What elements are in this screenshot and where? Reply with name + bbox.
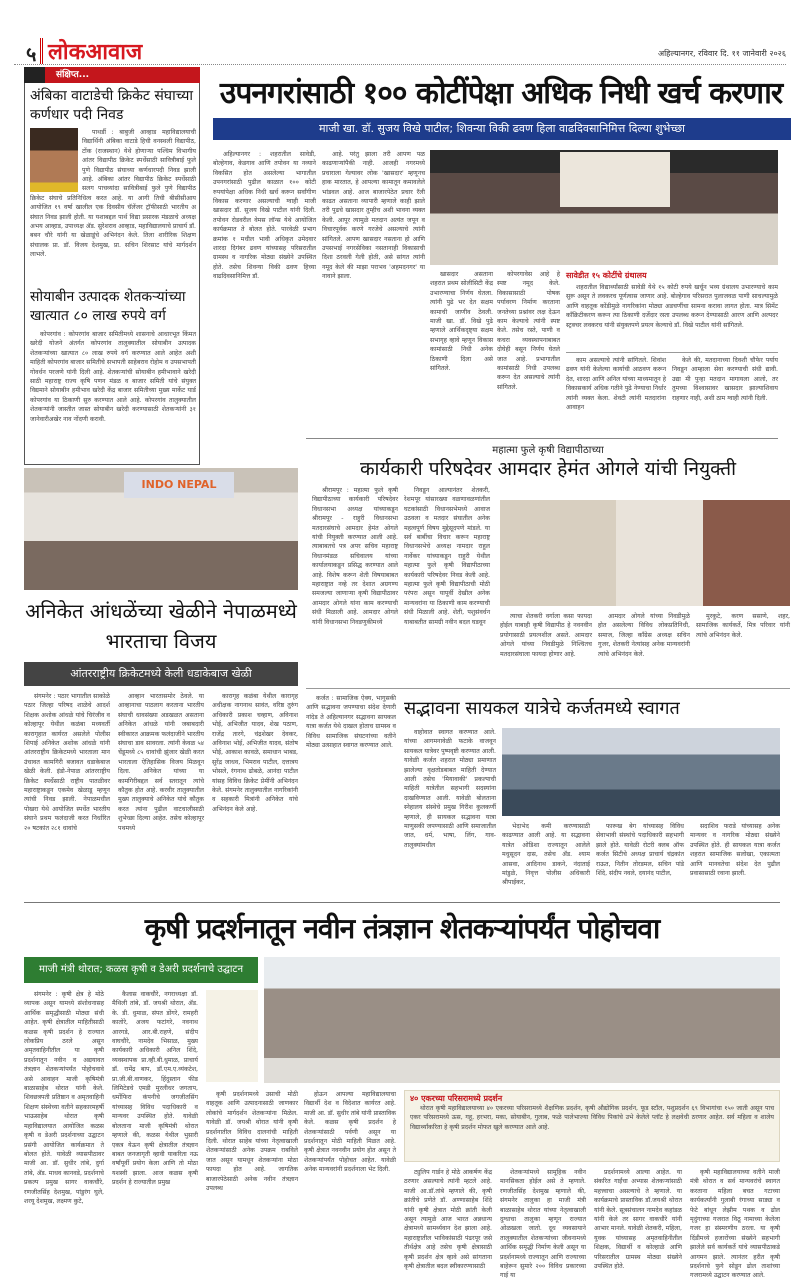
indo-nepal-banner: INDO NEPAL: [124, 472, 234, 498]
lead-sidebar: [566, 283, 778, 349]
nepal-col-2: [118, 692, 204, 897]
nepal-col-1: [24, 692, 110, 897]
event-banner: [560, 152, 670, 207]
krushi-headline: कृषी प्रदर्शनातून नवीन तंत्रज्ञान शेतकऱ्यांपर्यंत पोहोचवा: [144, 912, 660, 945]
briefs-tag: संक्षिप्त...: [24, 67, 200, 83]
nepal-col-3: [212, 692, 298, 897]
brief1-headline: अंबिका वाटाडेची क्रिकेट संघाच्या कर्णधार पदी निवड: [30, 88, 193, 123]
lead-col-1: [213, 150, 316, 435]
cycle-col-2: [502, 822, 590, 896]
lead-headline: उपनगरांसाठी १०० कोटींपेक्षा अधिक निधी खर्च करणार: [219, 76, 783, 111]
lead-col-4: [497, 270, 560, 435]
krushi-col-5-text: ट्युलिप गार्डन हे मोठे आकर्षण केंद्र ठरणार असल्याचे त्यांनी म्हटले आहे. माजी आ.डॉ.तांबे म्हणाले की, कृषी क्रांतीचे प्रणेते डॉ. अण्णासाहेब शिंदे यांनी कृषी क्षेत्रात मोठी क्रांती केली असून त्यामुळे आज भारत अन्नधान्य क्षेत्रामध्ये सामर्थ्यवान देश झाला आहे. महाराष्ट्रातील भाविकांसाठी पंढरपूर जसे तीर्थक्षेत्र आहे तसेच कृषी क्षेत्रासाठी कृषी प्रदर्शन क्षेत्र व्हावे असे सांगताना कृषी क्षेत्रातील बदल स्वीकारण्यासाठी: [404, 1169, 492, 1271]
krushi-col-7-text: प्रदर्शनामध्ये आल्या आहेत. या संकरित गाईंचा अभ्यास शेतकऱ्यांसाठी महत्त्वाचा असल्याचे ते म्हणाले. या कार्यक्रमाचे प्रास्ताविक डॉ.जयश्री थोरात यांनी केले. सूत्रसंचालन नामदेव कहांडळ यांनी केले तर सागर वाकचौरे यांनी आभार मानले. यावेळी शेतकरी, महिला, युवक यांच्यासह अमृतवाहिनीतील शिक्षक, विद्यार्थी व कोल्हाळे आणि परिसरातील ग्रामस्थ मोठ्या संख्येने उपस्थित होते.: [594, 1169, 682, 1271]
lead-sidebar-text: शहरातील विद्यार्थ्यांसाठी सावेडी येथे १५ कोटी रुपये खर्चून भव्य ग्रंथालय उभारण्याचे काम सुरू असून ते लवकरच पूर्णत्वास जाणार आहे. बोल्हेगाव परिसरात पुलाजवळ पाणी साचल्यामुळे आणि वाहतूक कोंडीमुळे नागरिकांना मोठ्या अडचणींचा सामना करावा लागत होता. मात्र सिमेंट कॉंक्रिटीकरण करून त्या ठिकाणी दर्जेदार रस्ता उपलब्ध करून देण्यासाठी आरण आणि अल्पदर स्ट्रक्चर लवकरच यांनी संयुक्तपणे प्रयत्न केल्याचे डॉ. विखे पाटील यांनी सांगितले.: [566, 284, 778, 329]
lead-col-3-text: खासदार असताना शहरात प्रथम सोलीसिटी केंद्र उभारण्याचा निर्णय घेतला. त्यांनी पुढे भर देत सक्षम कामाची जाणीव ठेवली. माजी खा. डॉ. विखे पुढे म्हणाले आर्थिकदृष्ट्या सक्षम सभागृह व्हावे म्हणून विकास कामांसाठी निधी अनेक ठिकाणी दिला असे सांगितले.: [430, 271, 493, 373]
brief2-headline: सोयाबीन उत्पादक शेतकऱ्यांच्या खात्यात ८० लाख रुपये वर्ग: [30, 289, 186, 324]
lead-col-4-text: कोपरगावेस आहे हे स्पष्ट नमूद केले. विकासासाठी पोषक पर्यावरण निर्माण करताना जनतेच्या प्रश्नांवर लक्ष देऊन काम केल्याचे त्यांनी स्पष्ट केले. तसेच रस्ते, पाणी व कचरा व्यवस्थापनाबाबत दोघेही बसून निर्णय घेतले जात आहे. प्रभागातील कामांसाठी निधी उपलब्ध करून देत असल्याचे त्यांनी सांगितले.: [497, 271, 560, 391]
nepal-col-1-text: संगमनेर : पठार भागातील साकोळे पठार जिल्हा परिषद शाळेचे आदर्श शिक्षक अशोक आंधळे यांचे चिरंजीव व कोल्हापूर येथील कळंबा मध्यवर्ती कारागृहात कार्यरत असलेले पोलीस शिपाई अनिकेत अशोक आंधळे यांनी आंतरराष्ट्रीय क्रिकेटमध्ये भारताला मान उंचावत कामगिरी बजावत धडाकेबाज खेळी केली. इंडो-नेपाळ आंतरराष्ट्रीय क्रिकेट स्पर्धेसाठी राष्ट्रीय पातळीवर महाराष्ट्राकडून एकमेव खेळाडू म्हणून त्यांची निवड झाली. नेपाळमधील पोखरा येथे आयोजित स्पर्धेत भारतीय संघाने प्रथम फलंदाजी करत निर्धारित २० षटकांत २८१ धावांचे: [24, 693, 110, 832]
mpkv-col-5: [696, 612, 790, 680]
lead-col-6-text: केले की, मतदानाच्या दिवशी चौफेर पर्याय निवडून आम्हाला सेवा करण्याची संधी द्यावी. उद्या मी पुन्हा मतदान मागायला आलो, तर तुमच्या विश्वासावर खासदार झाल्याशिवाय राहणार नाही, अशी ठाम ग्वाही त्यांनी दिली.: [672, 357, 778, 402]
page-number: ५: [26, 42, 37, 66]
brief1-paragraph: पाथर्डी : बाबुजी आव्हाड महाविद्यालयाची विद्यार्थिनी अंबिका वाटाडे हिची वनस्थली विद्यापीठ, टोंक (राजस्थान) येथे होणाऱ्या पश्चिम विभागीय आंतर विद्यापीठ क्रिकेट स्पर्धेसाठी सावित्रीबाई फुले पुणे विद्यापीठ संघाच्या कर्णधारपदी निवड झाली आहे. अंबिका आंतर विद्यापीठ क्रिकेट स्पर्धेसाठी सलग पाचव्यांदा सावित्रीबाई फुले पुणे विद्यापीठ क्रिकेट संघाचे प्रतिनिधित्व करत आहे. या आगी तिची बीसीसीआय आयोजित १९ वर्षा खालील एक दिवसीय चॅलेंजर ट्रॉफीसाठी भारतीय अ संघात निवड झाली होती. या यशाबद्दल पार्थ विद्या प्रसारक मंडळाचे अध्यक्ष अभय आव्हाड, उपाध्यक्ष ॲड. सुरेशराव आव्हाड, महाविद्यालयाचे प्राचार्य डॉ. बबन चौरे यांनी या खेळाडूंचे अभिनंदन केले. तिला शारीरिक शिक्षण संचालक प्रा. डॉ. विजय देशमुख, प्रा. सचिन शिरसाट यांचे मार्गदर्शन लाभले.: [30, 129, 196, 259]
lead-col-3: [430, 270, 493, 435]
lead-col-5: [566, 356, 666, 435]
mpkv-col-5-text: मुरकुटे, करण ससाणे, शहर, सामाजिक कार्यकर्ते, मित्र परिवार यांनी त्यांचे अभिनंदन केले.: [696, 613, 790, 639]
mpkv-col-2-text: निवडून आल्यानंतर शेतकरी, रेशमपूर यांसारख्या वळणावळणांतील घटकांसाठी विधानसभेमध्ये आवाज उठवला व मतदार संघातील अनेक महत्वपूर्ण विषय मुद्देसूदपणे मांडले. या सर्व बाबींचा विचार करून महाराष्ट्र विधानसभेचे अध्यक्ष नामदार राहुल नार्वेकर यांच्याकडून राहुरी येथील महात्मा फुले कृषी विद्यापीठाच्या कार्यकारी परिषदेवर निवड केली आहे. महात्मा फुले कृषी विद्यापीठाची मोठी परंपरा असून यापूर्वी देखील अनेक मान्यवरांना या ठिकाणी काम करण्याची संधी मिळाली आहे. शेती, पशुसंवर्धन याबाबतीत सामग्री नवीन बदल घडवून: [404, 487, 490, 626]
mpkv-photo: [500, 500, 790, 606]
lead-col-1-text: अहिल्यानगर : शहरातील सावेडी, बोल्हेगाव, केडगाव आणि तपोवन या नव्याने विकसित होत असलेल्या भागातील उपनगरांसाठी पुढील काळात १०० कोटी रुपयांपेक्षा अधिक निधी खर्च करून सर्वांगीण विकास करणार असल्याची ग्वाही माजी खासदार डॉ. सुजय विखे पाटील यांनी दिली. तपोवन रोडवरील वेमस लॉन्स येथे आयोजित कार्यक्रमात ते बोलत होते. पारवेळी प्रभाग क्रमांक १ मधील भावी अधिकृत उमेदवार शारदा दिगंबर ढवण यांच्यासह परिसरातील ग्रामस्थ व नागरिक मोठ्या संख्येने उपस्थित होते. तसेच शिवन्या विकी ढवण हिच्या वाढदिवसानिमित्त डॉ.: [213, 151, 316, 281]
sidebar-rule: [566, 352, 778, 353]
mpkv-col-1: [312, 486, 398, 680]
krushi-col-6-text: शेतकऱ्यांमध्ये सामूहिक नवीन मानसिकता होईल असे ते म्हणाले. रणजीतसिंह देशमुख म्हणाले की, संगमनेर तालुका हा माजी मंत्री बाळासाहेब थोरात यांच्या नेतृत्वाखाली दुग्धाचा तालुका म्हणून राज्यात ओळखला जातो. दूध व्यवसायाने तालुक्यातील शेतकऱ्यांच्या जीवनामध्ये आर्थिक समृद्धी निर्माण केली असून या प्रदर्शनामध्ये राज्यातून आणि राज्याच्या बाहेरून सुमारे २०० विविध प्रकारच्या गाई या: [500, 1169, 586, 1280]
krushi-col-4: [304, 1090, 396, 1266]
krushi-top-rule: [24, 902, 780, 903]
krushi-crowd-photo: [264, 957, 780, 1083]
cycle-col-0: [306, 694, 396, 896]
mpkv-col-4: [598, 612, 690, 680]
krushi-col-7: [594, 1168, 682, 1271]
krushi-col-3-text: कृषी प्रदर्शनामध्ये उसाची मोठी वाहतूक आणि उत्पादनासाठी जाणकार लोकांचे मार्गदर्शन शेतकऱ्यांना मिळेल. यावेळी डॉ. जयश्री थोरात यांनी कृषी प्रदर्शनातील विविध दालनांची माहिती दिली. थोरात साहेब यांच्या नेतृत्वाखाली शेतकऱ्यांसाठी अनेक उपक्रम राबविले जात असून यामधून शेतकऱ्यांना मोठा फायदा होत आहे. जागतिक बाजारपेठेसाठी अनेक नवीन तंत्रज्ञान उपलब्ध: [206, 1091, 298, 1193]
mpkv-col-3-text: त्याचा शेतकरी वर्गाला कसा फायदा होईल याबाही कृषी विद्यापीठ हे नवनवीन प्रयोगासाठी प्रयत्नशील असते. आमदार ओगले यांच्या निवडीमुळे निश्चितच मतदारसंघाला फायदा होणार आहे.: [500, 613, 592, 658]
cycle-col-3: [596, 822, 684, 896]
krushi-deck: माजी मंत्री थोरात; कळस कृषी व डेअरी प्रदर्शनाचे उद्घाटन: [24, 957, 258, 983]
lead-deck: माजी खा. डॉ. सुजय विखे पाटील; शिवन्या विकी ढवण हिला वाढदिवसानिमित्त दिल्या शुभेच्छा: [213, 118, 791, 140]
krushi-col-1-text: संगमनेर : कृषी क्षेत्र हे मोठे व्यापक असून यामध्ये संशोधनासह आर्थिक समृद्धीसाठी मोठ्या संधी आहेत. कृषी क्षेत्रातील माहितीसाठी कळस कृषी प्रदर्शन हे राज्यात लोकप्रिय ठरले असून अमृतवाहिनीतील या कृषी प्रदर्शनातून नवीन व अद्ययावत तंत्रज्ञान शेतकऱ्यांपर्यंत पोहोचवावे असे आवाहन माजी कृषिमंत्री बाळासाहेब थोरात यांनी केले. शिवछत्रपती प्रतिष्ठान व अमृतवाहिनी शिक्षण संस्थेच्या वतीने सहकारमहर्षी भाऊसाहेब थोरात कृषी महाविद्यालयात आयोजित कळस कृषी व डेअरी प्रदर्शनाच्या उद्घाटन प्रसंगी आयोजित कार्यक्रमात ते बोलत होते. यावेळी व्यासपीठावर माजी आ. डॉ. सुधीर तांबे, दुर्गा तांबे, ॲड. माधव कानवडे, प्रदर्शनाचे प्रकल्प प्रमुख सागर वाकचौरे, रणजीतसिंह देशमुख, पांडुरंग घुले, शरयू देशमुख, लक्ष्मण कुटे,: [24, 991, 104, 1205]
nepal-team-photo: [24, 468, 298, 590]
krushi-box-bg-left: [206, 990, 258, 1082]
krushi-col-2: [112, 990, 198, 1265]
nepal-col-2-text: आव्हान भारतासमोर ठेवले. या आव्हानाचा पाठलाग करताना भारतीय संघाची धावसंख्या अडखळत असताना अनिकेत आंधळे यांनी जबाबदारी स्वीकारत आक्रमक फलंदाजीने भारतीय संघाचा डाव सावरला. त्यांनी केवळ ५४ चेंडूमध्ये ८५ धावांची झुंजार खेळी करत भारताला ऐतिहासिक विजय मिळवून दिला. अनिकेत यांच्या या कामगिरीबद्दल सर्व स्तरातून त्यांचे कौतुक होत आहे. करवीर तालुक्यातील मुख्य तालुक्याचे अनिकेत यांचे कौतुक करत त्यांना पुढील वाटचालीसाठी शुभेच्छा दिल्या आहेत. तसेच कोल्हापूर पथमध्ये: [118, 693, 204, 832]
brief2-body: [30, 330, 196, 460]
krushi-box-text: थोरात कृषी महाविद्यालयाच्या ४० एकरच्या परिसरामध्ये शैक्षणिक प्रदर्शन, कृषी औद्योगिक प्रदर्शन, फूड स्टॉल, पशुप्रदर्शन ६९ विभागांचा १५० जाती असून पाच एकर परिसरामध्ये ऊस, गहू, हरभरा, मका, सोयाबीन, गुलाब, फळे पालेभाज्या विविध पिकांचे उभे केलेले प्लॉट हे लक्षवेधी ठरणार आहेत. सर्व महिला व शालेय विद्यार्थ्यांकरिता हे कृषी प्रदर्शन मोफत खुले करण्यात आले आहे.: [410, 1105, 774, 1131]
lead-col-2: [322, 150, 425, 435]
krushi-col-6: [500, 1168, 586, 1280]
lead-photo: [430, 150, 778, 265]
mpkv-kicker: महात्मा फुले कृषी विद्यापीठाच्या: [492, 445, 604, 456]
mpkv-col-3: [500, 612, 592, 680]
header-rule: [14, 64, 786, 65]
nepal-col-3-text: कारागृह कळंबा येथील कारागृह अधीक्षक नागनाथ सावंत, वरिष्ठ तुरुंग अधिकारी प्रकाश चव्हाण, अविनाश भोई, अभिजीत यादव, शेख पठाण, राजेंद्र तारगे, चंद्रशेखर देवकर, अविनाश भोई, अभिजीत यादव, संतोष भोई, आकाश कावळे, समाधान भाबड, सुरेंद्र जाधव, भिमराव पाटील, दत्तात्रय भोसले, रंगनाथ ढोबळे, आनंदा पाटील यांसह विविध क्रिकेट प्रेमींनी अभिनंदन केले. संगमनेर तालुक्यातील नागरिकांनी व सहकारी मित्रांनी अनिकेत यांचे अभिनंदन केले आहे.: [212, 693, 298, 813]
cycle-col-1-text: वाहोवात स्वागत करण्यात आले. यांच्या आगमनावेळी फटाके वाजवून सायकल यात्रेवर पुष्पवृष्टी करण्यात आली. यावेळी कर्जत शहरात मोठ्या प्रमाणात झालेल्या वृक्षतोडबाबत माहिती देण्यात आली तसेच 'मियावाकी' प्रकल्पाची माहिती यात्रेतील सहभागी सदस्यांना दाखविण्यात आली. यावेळी बोलताना स्नेहालय संस्थेचे प्रमुख गिरीश कुलकर्णी म्हणाले, ही सायकल सद्भावना यात्रा माणुसकी जपण्यासाठी आणि समाजातील जात, धर्म, भाषा, लिंग, गाव-तालुक्यांमधील: [404, 729, 496, 849]
nepal-headline: अनिकेत आंधळेंच्या खेळीने नेपाळमध्ये भारताचा विजय: [25, 599, 297, 653]
nepal-deck: आंतरराष्ट्रीय क्रिकेटमध्ये केली धडाकेबाज खेळी: [24, 662, 298, 686]
lead-col-6: [672, 356, 778, 435]
masthead-divider: [40, 38, 43, 64]
lead-col-5-text: काम असल्याचे त्यांनी सांगितले. शिवांश ढवण यांनी केलेल्या कार्याची आठवण करून देत, शारदा आणि अनिल यांच्या माध्यमातून हे विकासकार्य अधिक गतीने पुढे नेण्याचा निर्धार त्यांनी व्यक्त केला. शेवटी त्यांनी मतदारांना आवाहन: [566, 357, 666, 412]
cycle-headline: सद्भावना सायकल यात्रेचे कर्जतमध्ये स्वागत: [404, 698, 680, 719]
cycle-col-4: [690, 822, 780, 896]
cycle-col-3-text: फारूख बेग यांच्यासह विविध सेवाभावी संस्थांचे पदाधिकारी सहभागी झाले होते. यावेळी रोटरी क्लब ऑफ कर्जत सिटीचे अध्यक्ष प्राचार्य चंद्रकांत राऊत, नितीन तोरडमल, सचिन पांडे शिंदे, संदीप नवले, दयानंद पाटील,: [596, 823, 684, 878]
krushi-box-title: ४० एकरच्या परिसरामध्ये प्रदर्शन: [410, 1094, 503, 1103]
krushi-box-body: [410, 1104, 774, 1160]
krushi-col-8-text: कृषी महाविद्यालयाच्या वतीने माजी मंत्री थोरात व सर्व मान्यवरांचे स्वागत करताना महिला बचत गटाच्या कार्यकर्त्यांनी गुलाबी रंगाच्या साड्या व फेटे बांधून लेझीम पथक व ढोल मृदुंगाच्या गजरात विठू नामाच्या केलेला गजर हा संस्मरणीय ठरला. या कृषी दिंडीमध्ये हजारोंच्या संख्येने सहभागी झालेले सर्व कार्यकर्ते यांचे व्यासपीठाकडे आगमन झाले. त्यानंतर हरीत कृषी प्रदर्शनाचे फुगे सोडून ढोल ताशांच्या गजरामध्ये उद्घाटन करण्यात आले.: [690, 1169, 780, 1280]
cycle-col-2-text: भेदाभेद कमी करण्यासाठी काढण्यात आली आहे. या सद्भावना यात्रेत ओडिशा राज्यातून आलेले मधुसूदन दास, तसेच ॲड. श्याम आसवा, आदिनाथ डाकने, नंदाताई मांडुळे, निवृत्त पोलीस अधिकारी श्रीपाईकर,: [502, 823, 590, 887]
cycle-col-0-text: कर्जत : सामाजिक ऐक्य, भागुसकी आणि सद्भावना जपण्याचा संदेश देणारी नांदेड ते अहिल्यानगर सद्भावना सायकल यात्रा कर्जत येथे दाखल होताच ग्रामस्थ व विविध सामाजिक संघटनांच्या वतीने मोठ्या उत्साहात स्वागत करण्यात आले.: [306, 695, 396, 750]
lead-col-2-text: आहे. परंतु झाला तरी आपण पळ काढणाऱ्यांपैकी नाही. आजही नगरमध्ये प्रचाराला गेल्यावर लोक 'खासदार' म्हणूनच हाक मारतात, हे आपल्या कामातून कमावलेले भांडवल आहे. आज बाजारपेठेत प्रचार रॅली काढत असताना व्यापारी म्हणाले काही झाले तरी पुढचे खासदार तुम्हीच अशी भावना व्यक्त केली. आपूर त्यामुळे मतदान अत्यंत जपून व विचारपूर्वक करणे गरजेचे असल्याचे त्यांनी सांगितले. आपण खासदार नसताना हो आणि उपसभाई नगरसेविका नसतानाही विकासाची दिशा ठरवली गेली होती, असे सांगत त्यांनी नमूद केले की माझा पराभव 'अहमदनगर' या नावाने झाला.: [322, 151, 425, 281]
brief2-paragraph: कोपरगांव : कोपरगांव बाजार समितीमध्ये शासनाचे आधारभूत किंमत खरेदी योजने अंतर्गत कोपरगांव तालुक्यातील सोयाबीन उत्पादक शेतकऱ्यांच्या खात्यात ८० लाख रुपये वर्ग करण्यात आले आहेत अशी माहिती कोपरगांव बाजार समितीचे सभापती साहेबराव रोहोम व उपसभापती गोवर्धन परजणे यांनी दिली आहे. शेतकऱ्यांची सोयाबीन हमीभावाने खरेदी साठी महाराष्ट्र राज्य कृषि पणन मंडळ व बाजार समिती यांचे संयुक्त विद्यमाने सोयाबीन हमीभाव खरेदी केंद्र बाजार समितीच्या मुख्य मार्केट यार्ड कोपरगांव या ठिकाणी सुरु करण्यात आले आहे. कोपरगांव तालुक्यातील शेतकऱ्यांनी जास्तीत जास्त सोयाबीन खरेदी करण्यासाठी शेतकऱ्यांनी ३१ जानेवारीअखेर नाव नोंदणी करावी.: [30, 331, 196, 423]
mpkv-rule: [306, 688, 790, 689]
section-rule: [306, 438, 778, 439]
krushi-col-1: [24, 990, 104, 1265]
cycle-col-1: [404, 728, 496, 896]
newspaper-logo: लोकआवाज: [48, 40, 143, 65]
cycle-col-4-text: सदाशिव फराडे यांच्यासह अनेक मान्यवर व नागरिक मोठ्या संख्येने उपस्थित होते. ही सायकल यात्रा कर्जत शहरात सामाजिक सलोखा, एकात्मता आणि मानवतेचा संदेश देत पुढील प्रवासासाठी रवाना झाली.: [690, 823, 780, 878]
brief1-photo: [30, 128, 78, 192]
krushi-col-8: [690, 1168, 780, 1280]
krushi-col-2-text: कैलास वाकचौरे, नगराध्यक्षा डॉ. मैथिली तांबे, डॉ. जयश्री थोरात, ॲड. के. डी. धुमाळ, संपत डोंगरे, रामहरी कातोरे, अजय फटांगरे, नवनाथ आरगडे, आर.बी.राहणे, संदीप वाघचौरे, नामदेव भिसाळ, मुख्य कार्यकारी अधिकारी अनिल शिंदे, व्यवस्थापक प्रा.व्ही.बी.धुमाळ, प्राचार्य डॉ. रामेंद्र बाप, डॉ.एम.ए.व्यंकटेश, प्रा.जी.बी.वाणकर, हिंदुस्तान फीड लिमिटेडचे एमडी मुरलीधर जगताप, धर्मोफिरा कंपनीचे जगजीतसिंग यांच्यासह विविध पदाधिकारी व मान्यवर उपस्थित होते. यावेळी बोलताना माजी कृषिमंत्री थोरात म्हणाले की, कळस येथील भुसारी एकत्र येऊन कृषी क्षेत्रातील तंत्रज्ञान बाबत जनजागृती व्हावी याकरिता नऊ वर्षांपूर्वी प्रयोग केला आणि तो मोठा यशस्वी झाला. आज कळस कृषी प्रदर्शन हे राज्यातील प्रमुख: [112, 991, 198, 1187]
krushi-col-3: [206, 1090, 298, 1266]
cycle-rally-photo: [502, 728, 780, 816]
krushi-col-5: [404, 1168, 492, 1271]
brief1-body: [30, 128, 196, 280]
mpkv-col-1-text: श्रीरामपूर : महात्मा फुले कृषी विद्यापीठाच्या कार्यकारी परिषदेवर विधानसभा अध्यक्ष यांच्याकडून श्रीरामपूर - राहुरी विधानसभा मतदारसंघाचे आमदार हेमंत ओगले यांची नियुक्ती करण्यात आली आहे. त्याबाबतचे पत्र अपर सचिव महाराष्ट्र विधानमंडळ सचिवालय यांच्या कार्यालयाकडून प्रसिद्ध करण्यात आले आहे. विशेष करून शेती विषयाबाबत महाराष्ट्रात नव्हे तर देशात अग्रगण्य समजल्या जाणाऱ्या कृषी विद्यापीठावर आमदार ओगले यांना काम करण्याची संधी मिळाली आहे. आमदार ओगले यांनी विधानसभा निवडणुकीमध्ये: [312, 487, 398, 626]
mpkv-col-2: [404, 486, 490, 680]
dateline: अहिल्यानगर, रविवार दि. ११ जानेवारी २०२६: [658, 49, 786, 58]
lead-sidebar-title: सावेडीत १५ कोटींचे ग्रंथालय: [566, 271, 647, 280]
mpkv-headline: कार्यकारी परिषदेवर आमदार हेमंत ओगले यांची नियुक्ती: [359, 458, 737, 480]
krushi-col-4-text: होऊन आपल्या महाविद्यालयाचा विद्यार्थी देश व विदेशात कार्यरत आहे. माजी आ. डॉ. सुधीर तांबे यांनी प्रास्ताविक केले. कळस कृषी प्रदर्शन हे शेतकऱ्यांसाठी पर्वणी असून या प्रदर्शनातून मोठी माहिती मिळत आहे. कृषी क्षेत्रात नवनवीन प्रयोग होत असून ते शेतकऱ्यांपर्यंत पोहोचत आहेत. यावेळी अनेक मान्यवरांनी प्रदर्शनाला भेट दिली.: [304, 1091, 396, 1174]
mpkv-col-4-text: आमदार ओगले यांच्या निवडीमुळे होत असलेल्या विविध लोकप्रतिनिधी, समाज, जिल्हा कॉंग्रेस अध्यक्ष सचिन गुजर, शेतकरी नेत्यांसह अनेक मान्यवरांनी त्यांचे अभिनंदन केले.: [598, 613, 690, 658]
